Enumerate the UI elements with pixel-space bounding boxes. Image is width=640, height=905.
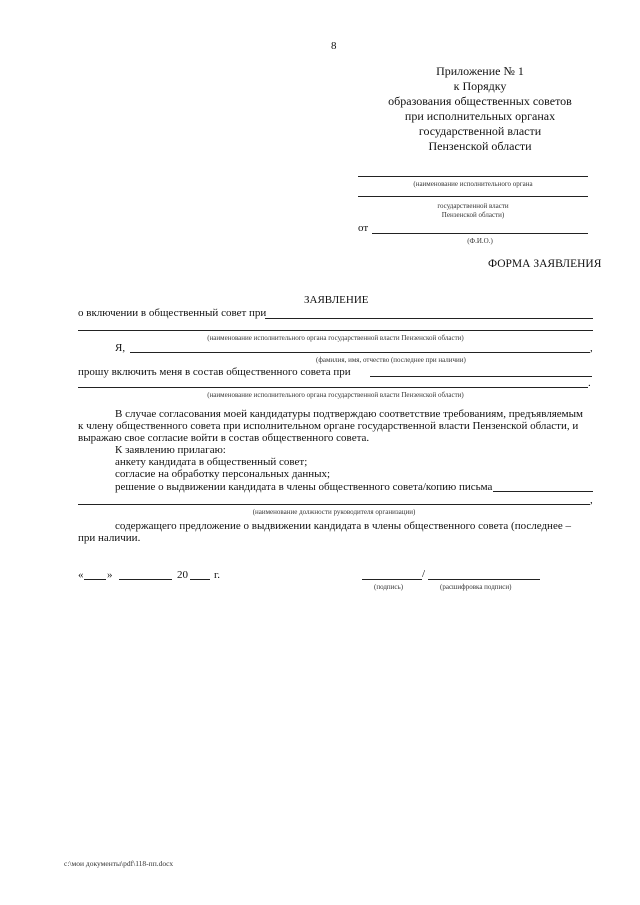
statement-line: о включении в общественный совет при <box>78 307 267 319</box>
fill-line <box>130 352 590 353</box>
fio-full-caption: (фамилия, имя, отчество (последнее при наличии) <box>316 356 466 364</box>
organ-caption: (наименование исполнительного органа государственной власти Пензенской области) <box>207 334 464 342</box>
paragraph-line: содержащего предложение о выдвижении кандидата в члены общественного совета (последнее – <box>115 520 571 532</box>
statement-title: ЗАЯВЛЕНИЕ <box>304 294 369 306</box>
appendix-line: к Порядку <box>453 79 507 93</box>
year-prefix: 20 <box>177 569 188 581</box>
paragraph-line: выражаю свое согласие войти в состав общественного совета. <box>78 432 370 444</box>
comma: , <box>590 342 593 354</box>
signature-line <box>362 579 422 580</box>
fill-line <box>78 504 590 505</box>
year-suffix: г. <box>214 569 221 581</box>
from-line <box>372 233 588 234</box>
appendix-block <box>370 64 590 154</box>
addressee-caption: государственной власти <box>437 202 509 210</box>
fill-line <box>78 387 588 388</box>
paragraph-line: В случае согласования моей кандидатуры подтверждаю соответствие требованиям, предъявляемым <box>115 408 583 420</box>
fill-line <box>493 491 593 492</box>
appendix-line: государственной власти <box>418 124 542 138</box>
month-line <box>119 579 172 580</box>
date-open-quote: « <box>78 569 84 581</box>
attachment-item: согласие на обработку персональных данных; <box>115 468 331 480</box>
year-line <box>190 579 210 580</box>
sign-caption: (подпись) <box>374 583 404 591</box>
addressee-line <box>358 196 588 197</box>
attachment-item: решение о выдвижении кандидата в члены общественного совета/копию письма <box>115 481 493 493</box>
date-close-quote: » <box>107 569 113 581</box>
decode-caption: (расшифровка подписи) <box>440 583 512 591</box>
comma: , <box>590 494 593 506</box>
organ-caption: (наименование исполнительного органа государственной власти Пензенской области) <box>207 391 464 399</box>
paragraph-line: к члену общественного совета при исполнительном органе государственной власти Пензенской области, и <box>78 420 579 432</box>
fill-line <box>78 330 593 331</box>
attachment-item: анкету кандидата в общественный совет; <box>115 456 308 468</box>
fill-line <box>265 318 593 319</box>
statement-line: прошу включить меня в состав общественного совета при <box>78 366 351 378</box>
footer-path: c:\мои документы\pdf\118-пп.docx <box>64 859 174 868</box>
appendix-line: Приложение № 1 <box>436 64 524 78</box>
addressee-line <box>358 176 588 177</box>
attachments-intro: К заявлению прилагаю: <box>115 444 226 456</box>
from-label: от <box>358 222 369 234</box>
addressee-caption: (наименование исполнительного органа <box>413 180 533 188</box>
decode-line <box>428 579 540 580</box>
position-caption: (наименование должности руководителя организации) <box>252 508 416 516</box>
form-title: ФОРМА ЗАЯВЛЕНИЯ <box>488 258 602 270</box>
period: . <box>588 377 591 389</box>
paragraph-line: при наличии. <box>78 532 141 544</box>
appendix-line: Пензенской области <box>428 139 532 153</box>
signature-slash: / <box>422 568 426 580</box>
page-number: 8 <box>331 40 337 52</box>
fio-caption: (Ф.И.О.) <box>467 237 493 245</box>
addressee-caption: Пензенской области) <box>441 211 505 219</box>
day-line <box>84 579 106 580</box>
statement-ya: Я, <box>115 342 126 354</box>
appendix-line: при исполнительных органах <box>404 109 556 123</box>
appendix-line: образования общественных советов <box>388 94 572 108</box>
fill-line <box>370 376 592 377</box>
